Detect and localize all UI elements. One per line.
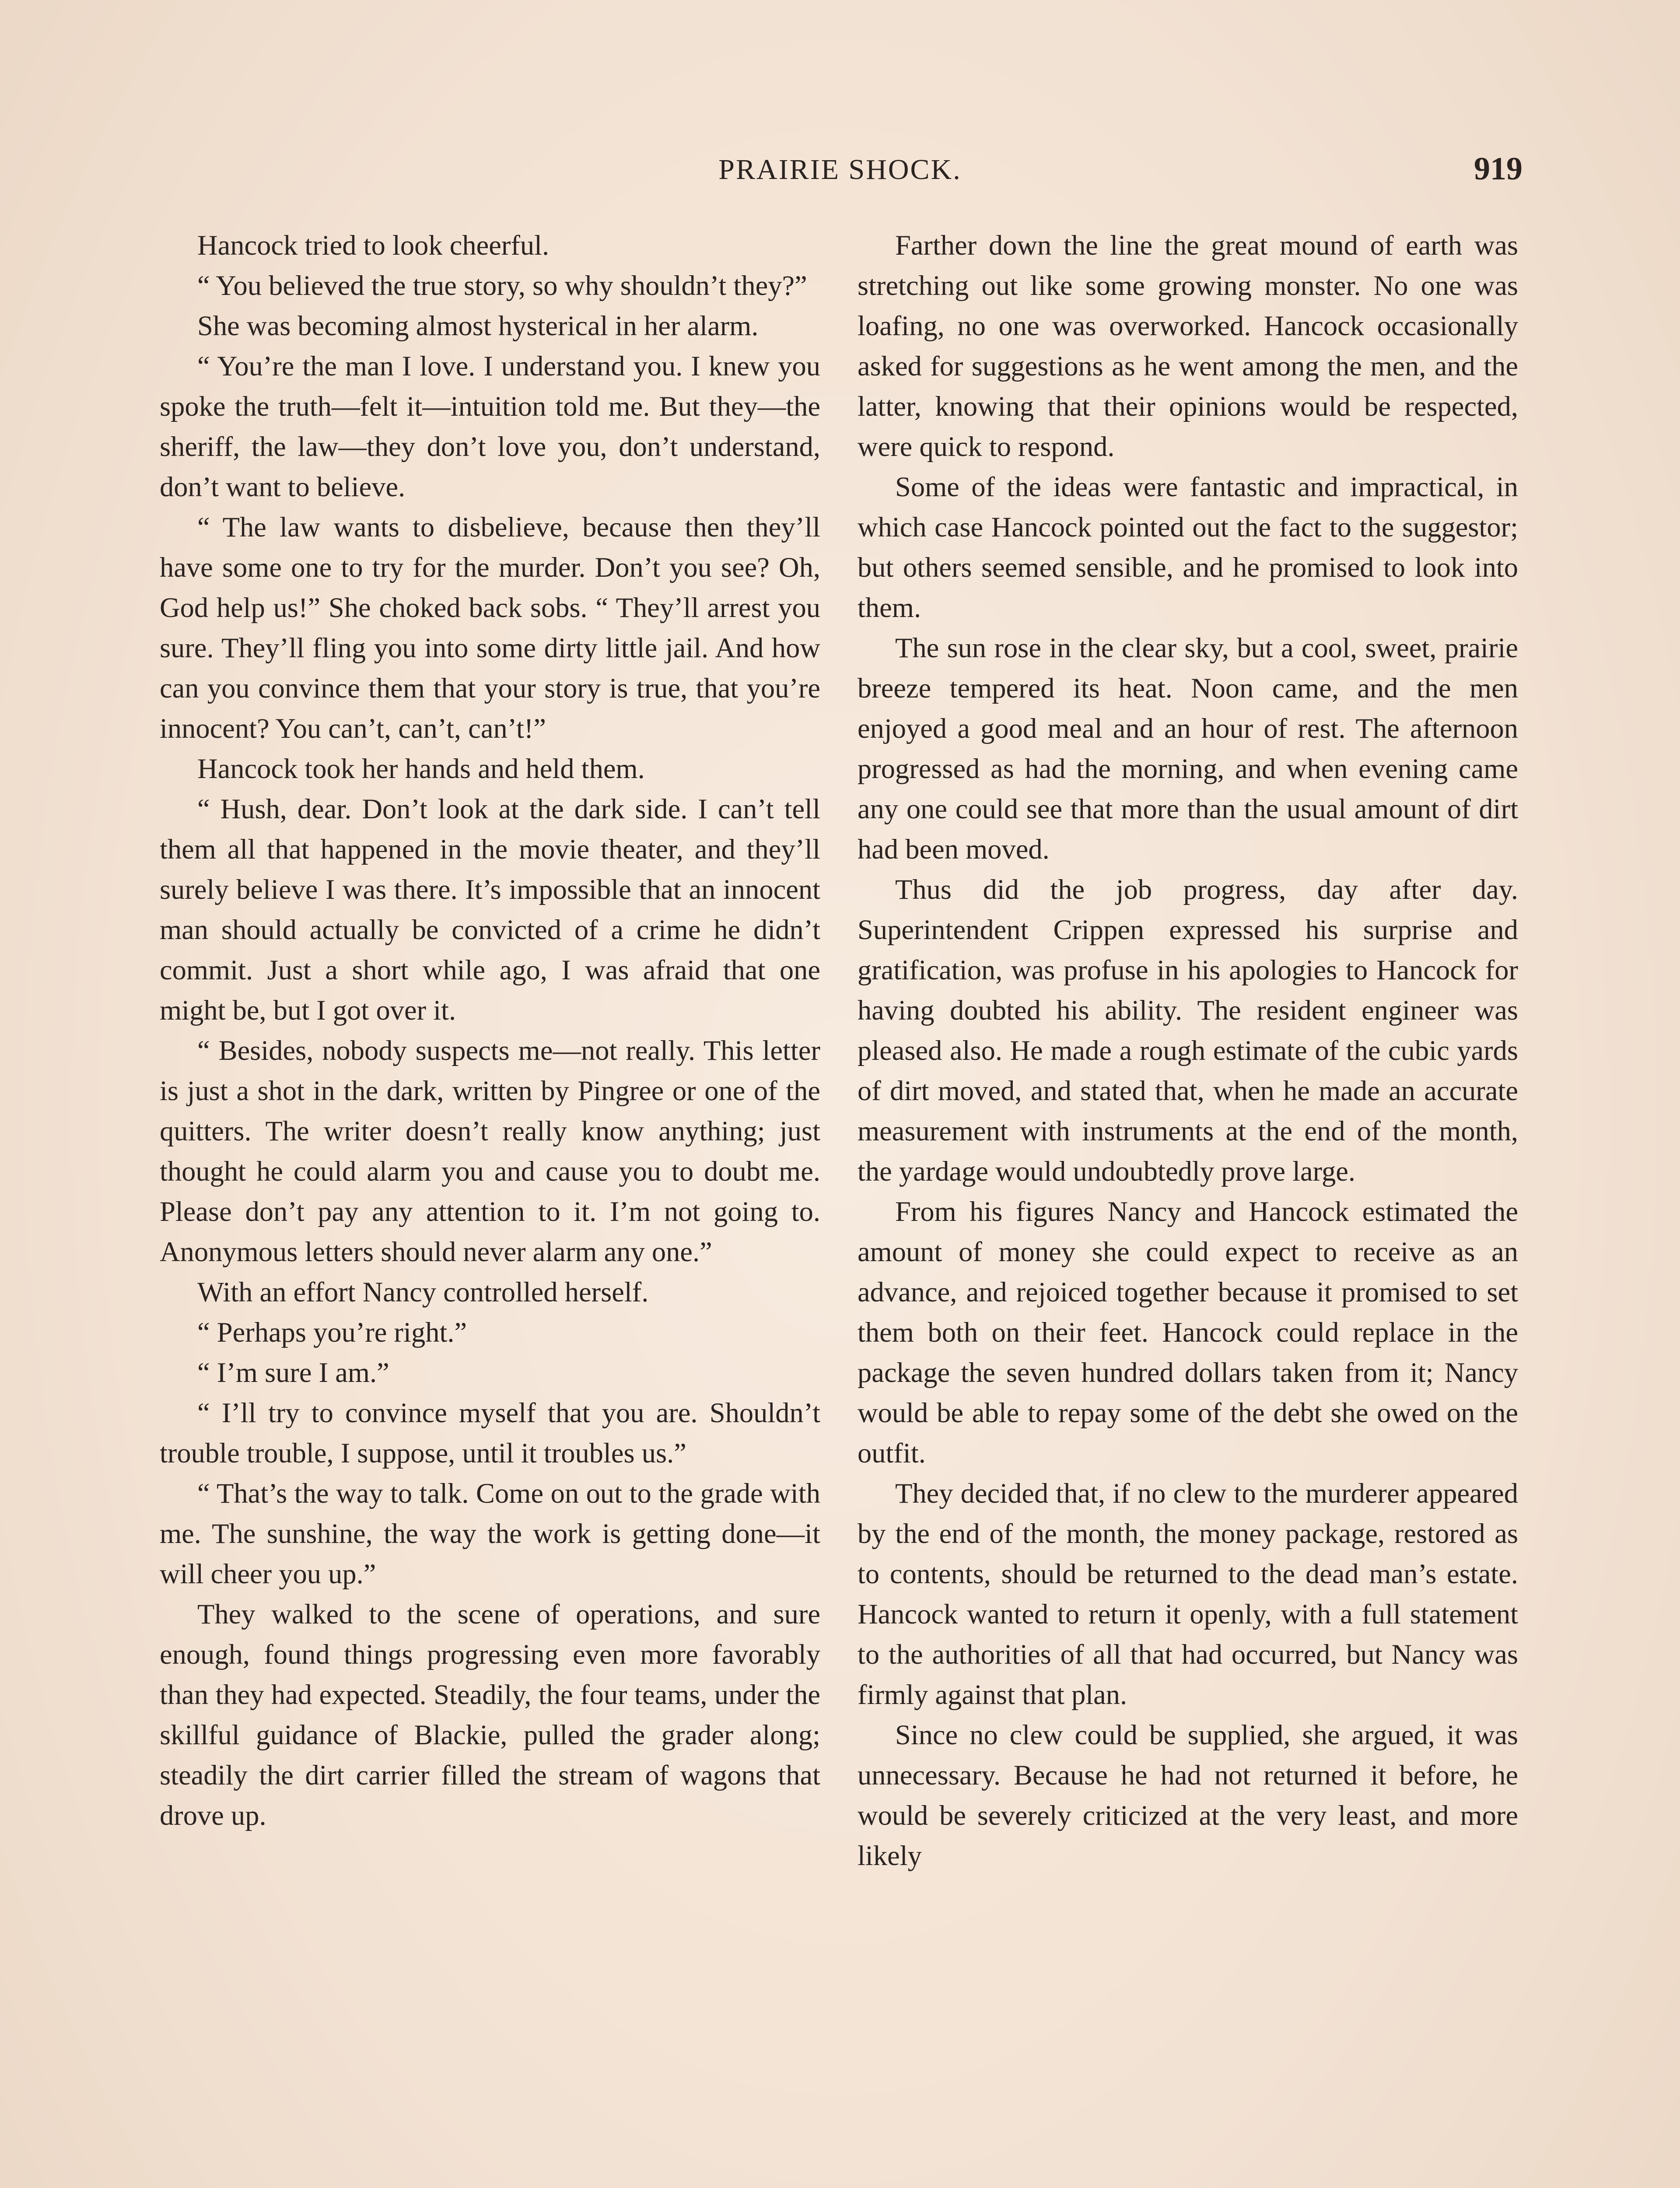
paragraph: They decided that, if no clew to the murderer appeared by the end of the month, the money package, restored as to contents, should be returned to the dead man’s estate. Hancock wanted to return it openly, with a full statement to the authorities of all that had occurred, but Nancy was firmly against that plan. (858, 1478, 1518, 1710)
left-column (160, 225, 820, 2188)
paragraph: “ Perhaps you’re right.” (197, 1317, 467, 1348)
paragraph: Hancock took her hands and held them. (197, 753, 645, 784)
paragraph: Farther down the line the great mound of earth was stretching out like some growing monster. No one was loafing, no one was overworked. Hancock occasionally asked for suggestions as he went among the men, and the latter, knowing that their opinions would be respected, were quick to respond. (858, 230, 1518, 462)
paragraph: “ Besides, nobody suspects me—not really. This letter is just a shot in the dark, written by Pingree or one of the quitters. The writer doesn’t really know anything; just thought he could alarm you and cause you to doubt me. Please don’t pay any attention to it. I’m not going to. Anonymous letters should never alarm any one.” (160, 1035, 820, 1267)
paragraph: She was becoming almost hysterical in her alarm. (197, 310, 759, 341)
running-head (158, 149, 1522, 197)
page-number: 919 (1474, 151, 1522, 187)
running-title: PRAIRIE SHOCK. (718, 154, 962, 186)
paragraph: The sun rose in the clear sky, but a cool, sweet, prairie breeze tempered its heat. Noon came, and the men enjoyed a good meal and an hour of rest. The afternoon progressed as had the morning, and when evening came any one could see that more than the usual amount of dirt had been moved. (858, 632, 1518, 865)
right-column (858, 225, 1518, 2188)
paragraph: From his figures Nancy and Hancock estimated the amount of money she could expect to receive as an advance, and rejoiced together because it promised to set them both on their feet. Hancock could replace in the package the seven hundred dollars taken from it; Nancy would be able to repay some of the debt she owed on the outfit. (858, 1196, 1518, 1469)
paragraph: “ You’re the man I love. I understand you. I knew you spoke the truth—felt it—intuition told me. But they—the sheriff, the law—they don’t love you, don’t understand, don’t want to believe. (160, 351, 820, 502)
paragraph: Since no clew could be supplied, she argued, it was unnecessary. Because he had not returned it before, he would be severely criticized at the very least, and more likely (858, 1719, 1518, 1871)
paragraph: Thus did the job progress, day after day. Superintendent Crippen expressed his surprise and gratification, was profuse in his apologies to Hancock for having doubted his ability. The resident engineer was pleased also. He made a rough estimate of the cubic yards of dirt moved, and stated that, when he made an accurate measurement with instruments at the end of the month, the yardage would undoubtedly prove large. (858, 874, 1518, 1187)
paragraph: “ You believed the true story, so why shouldn’t they?” (197, 270, 807, 301)
paragraph: They walked to the scene of operations, and sure enough, found things progressing even more favorably than they had expected. Steadily, the four teams, under the skillful guidance of Blackie, pulled the grader along; steadily the dirt carrier filled the stream of wagons that drove up. (160, 1599, 820, 1831)
paragraph: “ The law wants to disbelieve, because then they’ll have some one to try for the murder. Don’t you see? Oh, God help us!” She choked back sobs. “ They’ll arrest you sure. They’ll fling you into some dirty little jail. And how can you convince them that your story is true, that you’re innocent? You can’t, can’t, can’t!” (160, 512, 820, 744)
paragraph: Hancock tried to look cheerful. (197, 230, 550, 261)
paragraph: “ That’s the way to talk. Come on out to the grade with me. The sunshine, the way the work is getting done—it will cheer you up.” (160, 1478, 820, 1589)
paragraph: “ I’ll try to convince myself that you are. Shouldn’t trouble trouble, I suppose, until it troubles us.” (160, 1397, 820, 1469)
paragraph: Some of the ideas were fantastic and impractical, in which case Hancock pointed out the fact to the suggestor; but others seemed sensible, and he promised to look into them. (858, 471, 1518, 623)
paragraph: With an effort Nancy controlled herself. (197, 1276, 649, 1308)
paragraph: “ I’m sure I am.” (197, 1357, 389, 1388)
paragraph: “ Hush, dear. Don’t look at the dark side. I can’t tell them all that happened in the movie theater, and they’ll surely believe I was there. It’s impossible that an innocent man should actually be convicted of a crime he didn’t commit. Just a short while ago, I was afraid that one might be, but I got over it. (160, 793, 820, 1026)
